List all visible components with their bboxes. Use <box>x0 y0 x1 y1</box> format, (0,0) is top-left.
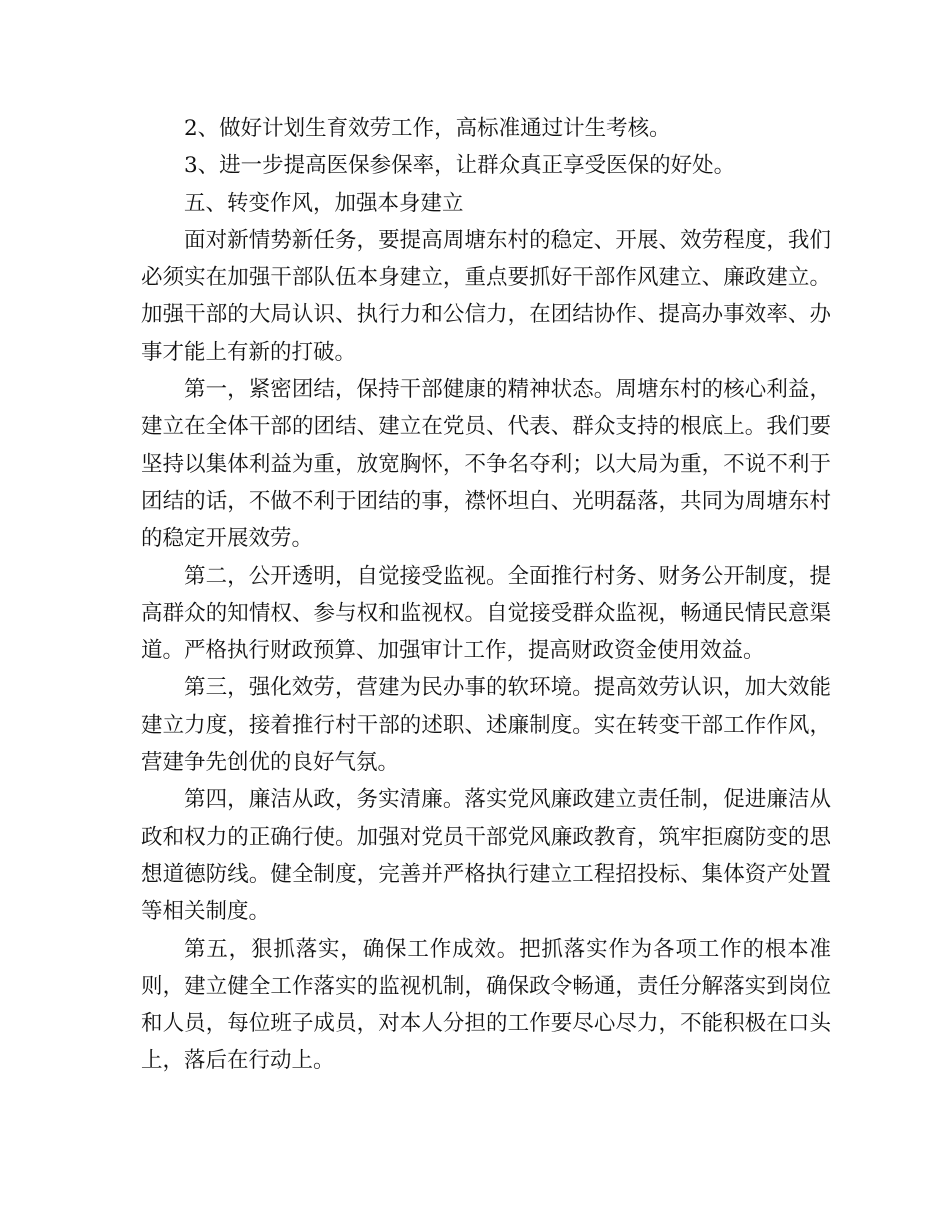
paragraph-fifth-implementation: 第五，狠抓落实，确保工作成效。把抓落实作为各项工作的根本准则，建立健全工作落实的监视机制，确保政令畅通，责任分解落实到岗位和人员，每位班子成员，对本人分担的工作要尽心尽力，不能积极在口头上，落后在行动上。 <box>141 936 831 1074</box>
paragraph-medical-insurance: 3、进一步提高医保参保率，让群众真正享受医保的好处。 <box>184 153 736 179</box>
paragraph-third-service: 第三，强化效劳，营建为民办事的软环境。提高效劳认识，加大效能建立力度，接着推行村干部的述职、述廉制度。实在转变干部工作作风，营建争先创优的良好气氛。 <box>141 675 831 776</box>
section-heading-style: 五、转变作风，加强本身建立 <box>184 190 464 216</box>
paragraph-family-planning: 2、做好计划生育效劳工作，高标准通过计生考核。 <box>184 116 671 141</box>
paragraph-fourth-integrity: 第四，廉洁从政，务实清廉。落实党风廉政建立责任制，促进廉洁从政和权力的正确行使。加强对党员干部党风廉政教育，筑牢拒腐防变的思想道德防线。健全制度，完善并严格执行建立工程招投标、集体资产处置等相关制度。 <box>141 787 831 925</box>
paragraph-first-unity: 第一，紧密团结，保持干部健康的精神状态。周塘东村的核心利益，建立在全体干部的团结、建立在党员、代表、群众支持的根底上。我们要坚持以集体利益为重，放宽胸怀，不争名夺利；以大局为重，不说不利于团结的话，不做不利于团结的事，襟怀坦白、光明磊落，共同为周塘东村的稳定开展效劳。 <box>141 377 831 552</box>
document-body <box>141 110 831 1080</box>
paragraph-new-tasks: 面对新情势新任务，要提高周塘东村的稳定、开展、效劳程度，我们必须实在加强干部队伍本身建立，重点要抓好干部作风建立、廉政建立。加强干部的大局认识、执行力和公信力，在团结协作、提高办事效率、办事才能上有新的打破。 <box>141 227 831 365</box>
paragraph-second-transparency: 第二，公开透明，自觉接受监视。全面推行村务、财务公开制度，提高群众的知情权、参与权和监视权。自觉接受群众监视，畅通民情民意渠道。严格执行财政预算、加强审计工作，提高财政资金使用效益。 <box>141 563 831 664</box>
